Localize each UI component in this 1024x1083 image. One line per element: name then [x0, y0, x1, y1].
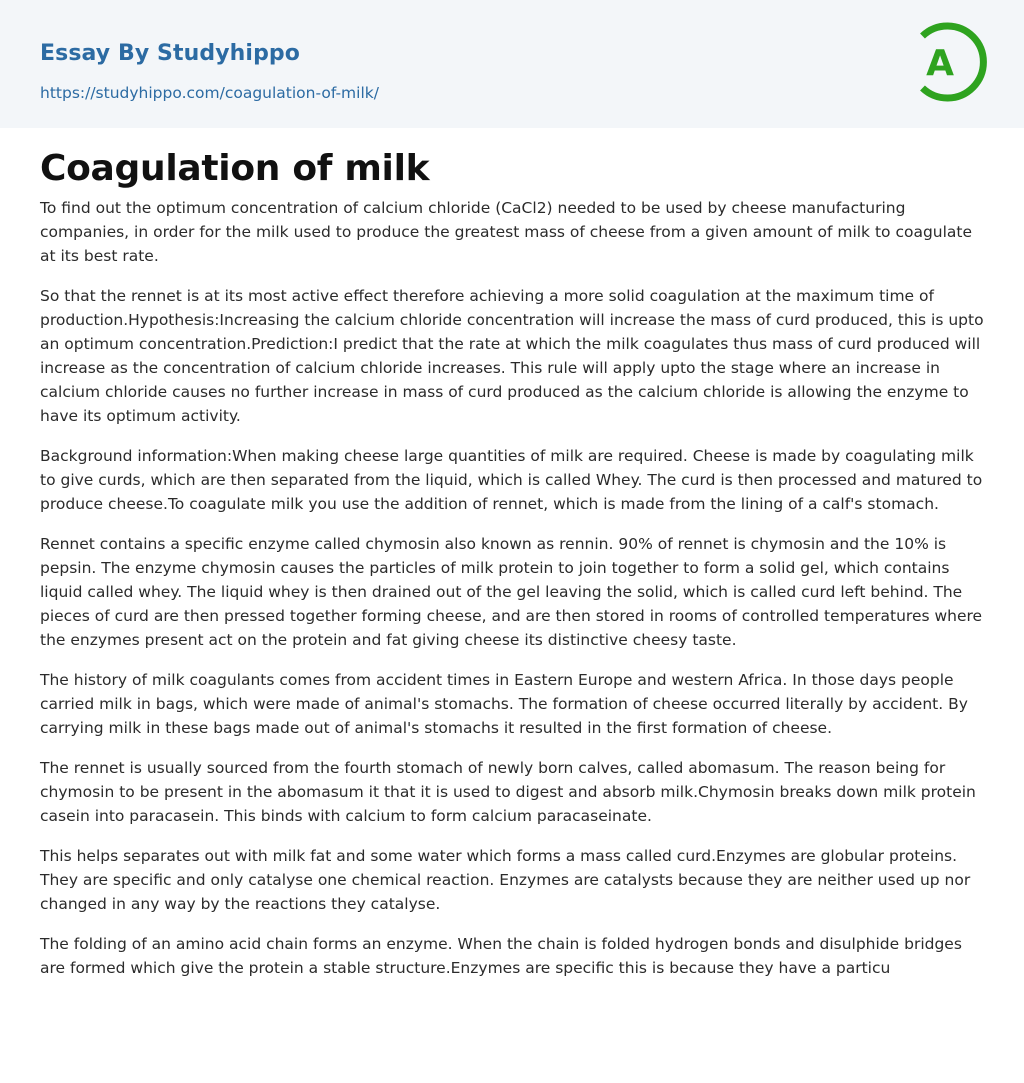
article-paragraph: So that the rennet is at its most active effect therefore achieving a more solid coagulation at the maximum time of production.Hypothesis:Increasing the calcium chloride concentration will increase the mass of curd produced, this is upto an optimum concentration.Prediction:I predict that the rate at which the milk coagulates thus mass of curd produced will increase as the concentration of calcium chloride increases. This rule will apply upto the stage where an increase in calcium chloride causes no further increase in mass of curd produced as the calcium chloride is allowing the enzyme to have its optimum activity.	[40, 287, 984, 425]
article-title: Coagulation of milk	[40, 148, 430, 189]
article-body	[40, 146, 986, 996]
article-paragraph: Rennet contains a specific enzyme called chymosin also known as rennin. 90% of rennet is chymosin and the 10% is pepsin. The enzyme chymosin causes the particles of milk protein to join together to form a solid gel, which contains liquid called whey. The liquid whey is then drained out of the gel leaving the solid, which is called curd left behind. The pieces of curd are then pressed together forming cheese, and are then stored in rooms of controlled temperatures where the enzymes present act on the protein and fat giving cheese its distinctive cheesy taste.	[40, 535, 983, 649]
site-header	[0, 0, 1024, 128]
article-paragraph: The history of milk coagulants comes from accident times in Eastern Europe and western Africa. In those days people carried milk in bags, which were made of animal's stomachs. The formation of cheese occurred literally by accident. By carrying milk in these bags made out of animal's stomachs it resulted in the first formation of cheese.	[40, 671, 968, 737]
article-paragraph: Background information:When making cheese large quantities of milk are required. Cheese is made by coagulating milk to give curds, which are then separated from the liquid, which is called Whey. The curd is then processed and matured to produce cheese.To coagulate milk you use the addition of rennet, which is made from the lining of a calf's stomach.	[40, 447, 983, 513]
studyhippo-logo-icon[interactable]	[910, 18, 988, 106]
article-paragraph: The folding of an amino acid chain forms an enzyme. When the chain is folded hydrogen bonds and disulphide bridges are formed which give the protein a stable structure.Enzymes are specific this is because they have a particu	[40, 935, 962, 977]
article-url-link[interactable]: https://studyhippo.com/coagulation-of-milk/	[40, 84, 379, 102]
article-paragraph: The rennet is usually sourced from the fourth stomach of newly born calves, called abomasum. The reason being for chymosin to be present in the abomasum it that it is used to digest and absorb milk.Chymosin breaks down milk protein casein into paracasein. This binds with calcium to form calcium paracaseinate.	[40, 759, 976, 825]
logo-letter: A	[926, 43, 954, 84]
site-brand[interactable]: Essay By Studyhippo	[40, 41, 300, 66]
article-paragraph: This helps separates out with milk fat and some water which forms a mass called curd.Enzymes are globular proteins. They are specific and only catalyse one chemical reaction. Enzymes are catalysts because they are neither used up nor changed in any way by the reactions they catalyse.	[40, 847, 971, 913]
article-paragraph: To find out the optimum concentration of calcium chloride (CaCl2) needed to be used by cheese manufacturing companies, in order for the milk used to produce the greatest mass of cheese from a given amount of milk to coagulate at its best rate.	[40, 199, 973, 265]
